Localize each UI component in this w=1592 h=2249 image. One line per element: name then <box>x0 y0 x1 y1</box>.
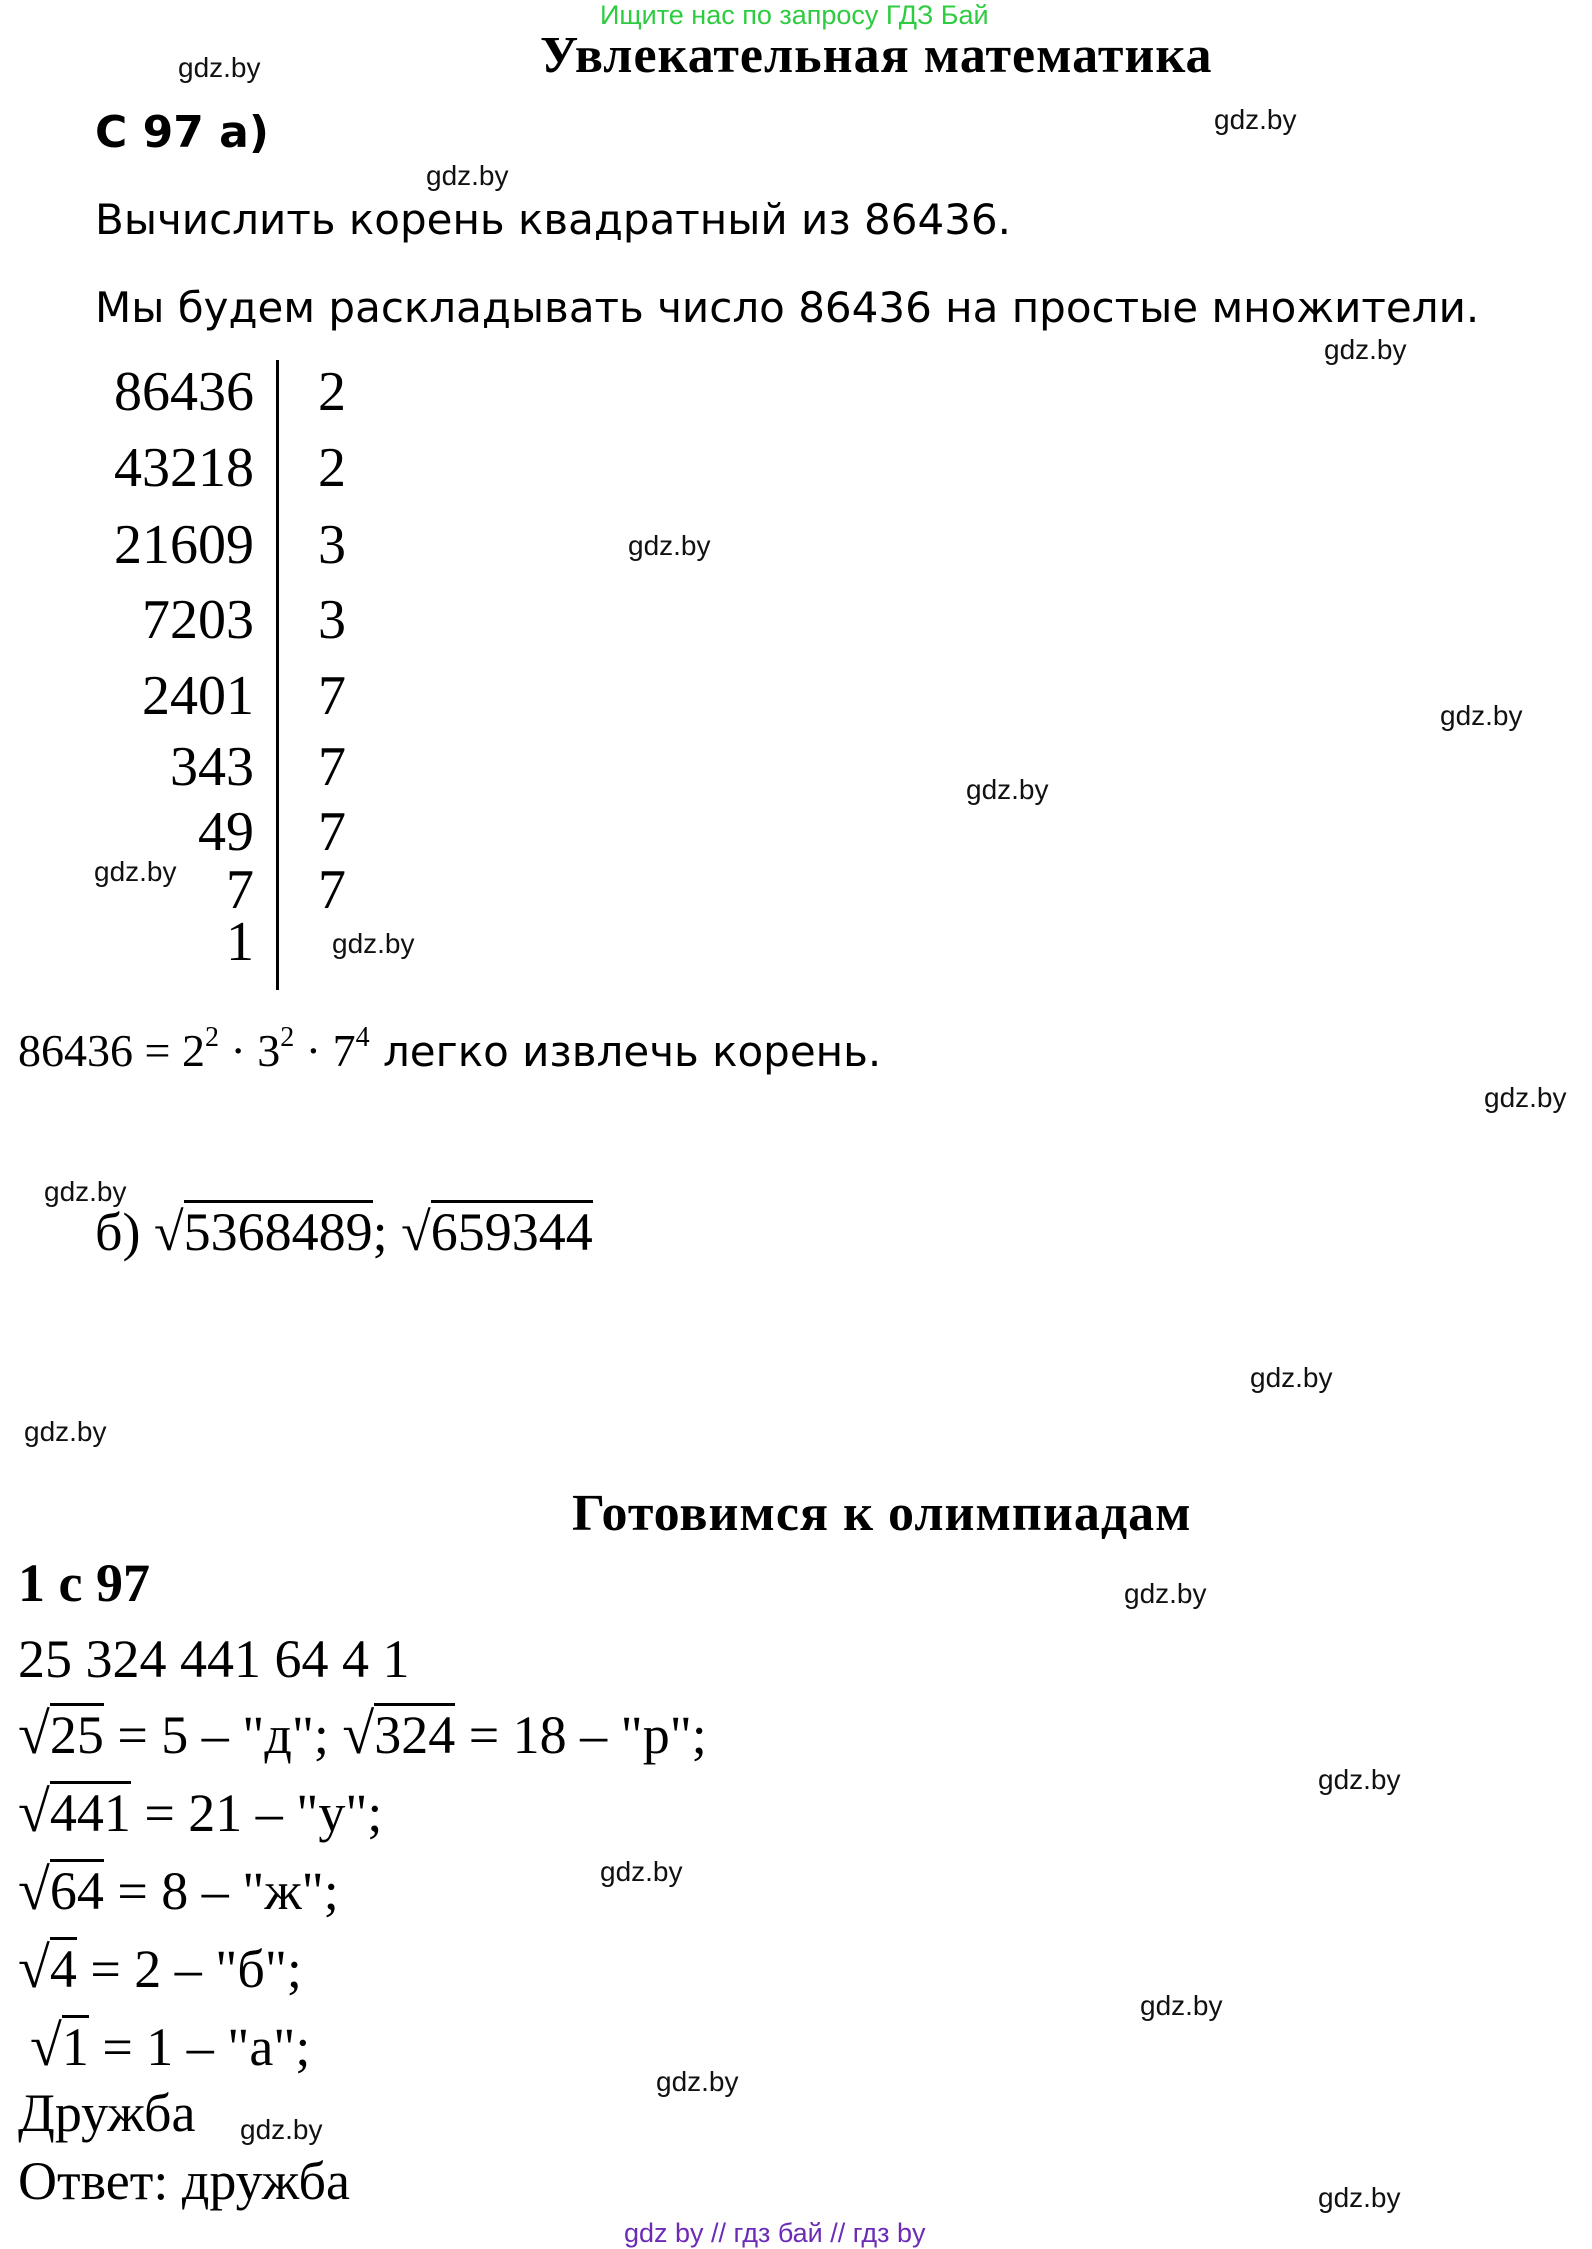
footer-links[interactable]: gdz by // гдз бай // гдз by <box>624 2218 926 2248</box>
watermark: gdz.by <box>1484 1082 1567 1113</box>
watermark: gdz.by <box>966 774 1049 805</box>
section-title-olympiad: Готовимся к олимпиадам <box>572 1485 1192 1542</box>
factor-divisor: 2 <box>318 437 346 499</box>
factor-number: 343 <box>170 736 254 798</box>
sqrt-symbol: √ <box>18 1701 50 1766</box>
watermark: gdz.by <box>44 1176 127 1207</box>
factor-number: 43218 <box>114 437 254 499</box>
factor-number: 7 <box>226 859 254 921</box>
sqrt-symbol: √ <box>342 1701 375 1766</box>
watermark: gdz.by <box>24 1416 107 1447</box>
factor-divisor: 3 <box>318 589 346 651</box>
sqrt-symbol: √ <box>30 2013 62 2078</box>
watermark: gdz.by <box>332 928 415 959</box>
olympiad-line-1: √25 = 5 – "д"; √324 = 18 – "р"; <box>18 1701 707 1766</box>
result-expression: $86436 = 2^2 \cdot 3^2 \cdot 7^4$ <box>18 1022 370 1076</box>
watermark: gdz.by <box>1250 1362 1333 1393</box>
watermark: gdz.by <box>656 2066 739 2097</box>
watermark: gdz.by <box>600 1856 683 1887</box>
watermark: gdz.by <box>426 160 509 191</box>
factor-divisor: 3 <box>318 514 346 576</box>
task-statement: Вычислить корень квадратный из 86436. <box>95 195 1011 244</box>
task-a-label: С 97 а) <box>95 107 269 158</box>
olympiad-line-2: √441 = 21 – "у"; <box>18 1779 383 1844</box>
watermark: gdz.by <box>1440 700 1523 731</box>
factor-number: 2401 <box>142 665 254 727</box>
factor-number: 21609 <box>114 514 254 576</box>
watermark: gdz.by <box>1318 1764 1401 1795</box>
olympiad-numbers: 25 324 441 64 4 1 <box>18 1629 410 1689</box>
olympiad-line-5: √1 = 1 – "а"; <box>30 2013 311 2078</box>
sqrt-symbol: √ <box>18 1935 50 2000</box>
factorization-divider-line <box>276 360 279 990</box>
sqrt-symbol: √ <box>18 1779 50 1844</box>
result-comment: легко извлечь корень. <box>369 1027 882 1076</box>
method-description: Мы будем раскладывать число 86436 на простые множители. <box>95 283 1480 332</box>
top-banner[interactable]: Ищите нас по запросу ГДЗ Бай <box>600 0 989 30</box>
factor-number: 49 <box>198 801 254 863</box>
factor-number: 7203 <box>142 589 254 651</box>
olympiad-word: Дружба <box>18 2083 196 2143</box>
sqrt-symbol: √ <box>18 1857 50 1922</box>
factor-divisor: 2 <box>318 361 346 423</box>
factor-number: 86436 <box>114 361 254 423</box>
watermark: gdz.by <box>1324 334 1407 365</box>
watermark: gdz.by <box>240 2114 323 2145</box>
sqrt-symbol: √ <box>401 1202 431 1262</box>
watermark: gdz.by <box>1140 1990 1223 2021</box>
task-b-expression: б) √5368489; √659344 <box>95 1202 593 1262</box>
watermark: gdz.by <box>1214 104 1297 135</box>
olympiad-line-4: √4 = 2 – "б"; <box>18 1935 302 2000</box>
watermark: gdz.by <box>178 52 261 83</box>
watermark: gdz.by <box>1124 1578 1207 1609</box>
sqrt-symbol: √ <box>153 1202 184 1262</box>
watermark: gdz.by <box>628 530 711 561</box>
factor-divisor: 7 <box>318 665 346 727</box>
olympiad-answer: Ответ: дружба <box>18 2151 350 2211</box>
factor-divisor: 7 <box>318 736 346 798</box>
watermark: gdz.by <box>1318 2182 1401 2213</box>
section-title-entertaining-math: Увлекательная математика <box>540 27 1213 84</box>
factor-number: 1 <box>226 911 254 973</box>
olympiad-line-3: √64 = 8 – "ж"; <box>18 1857 339 1922</box>
factor-divisor: 7 <box>318 859 346 921</box>
factor-divisor: 7 <box>318 801 346 863</box>
watermark: gdz.by <box>94 856 177 887</box>
olympiad-task-heading: 1 с 97 <box>18 1553 150 1613</box>
factorization-result <box>18 1022 881 1077</box>
